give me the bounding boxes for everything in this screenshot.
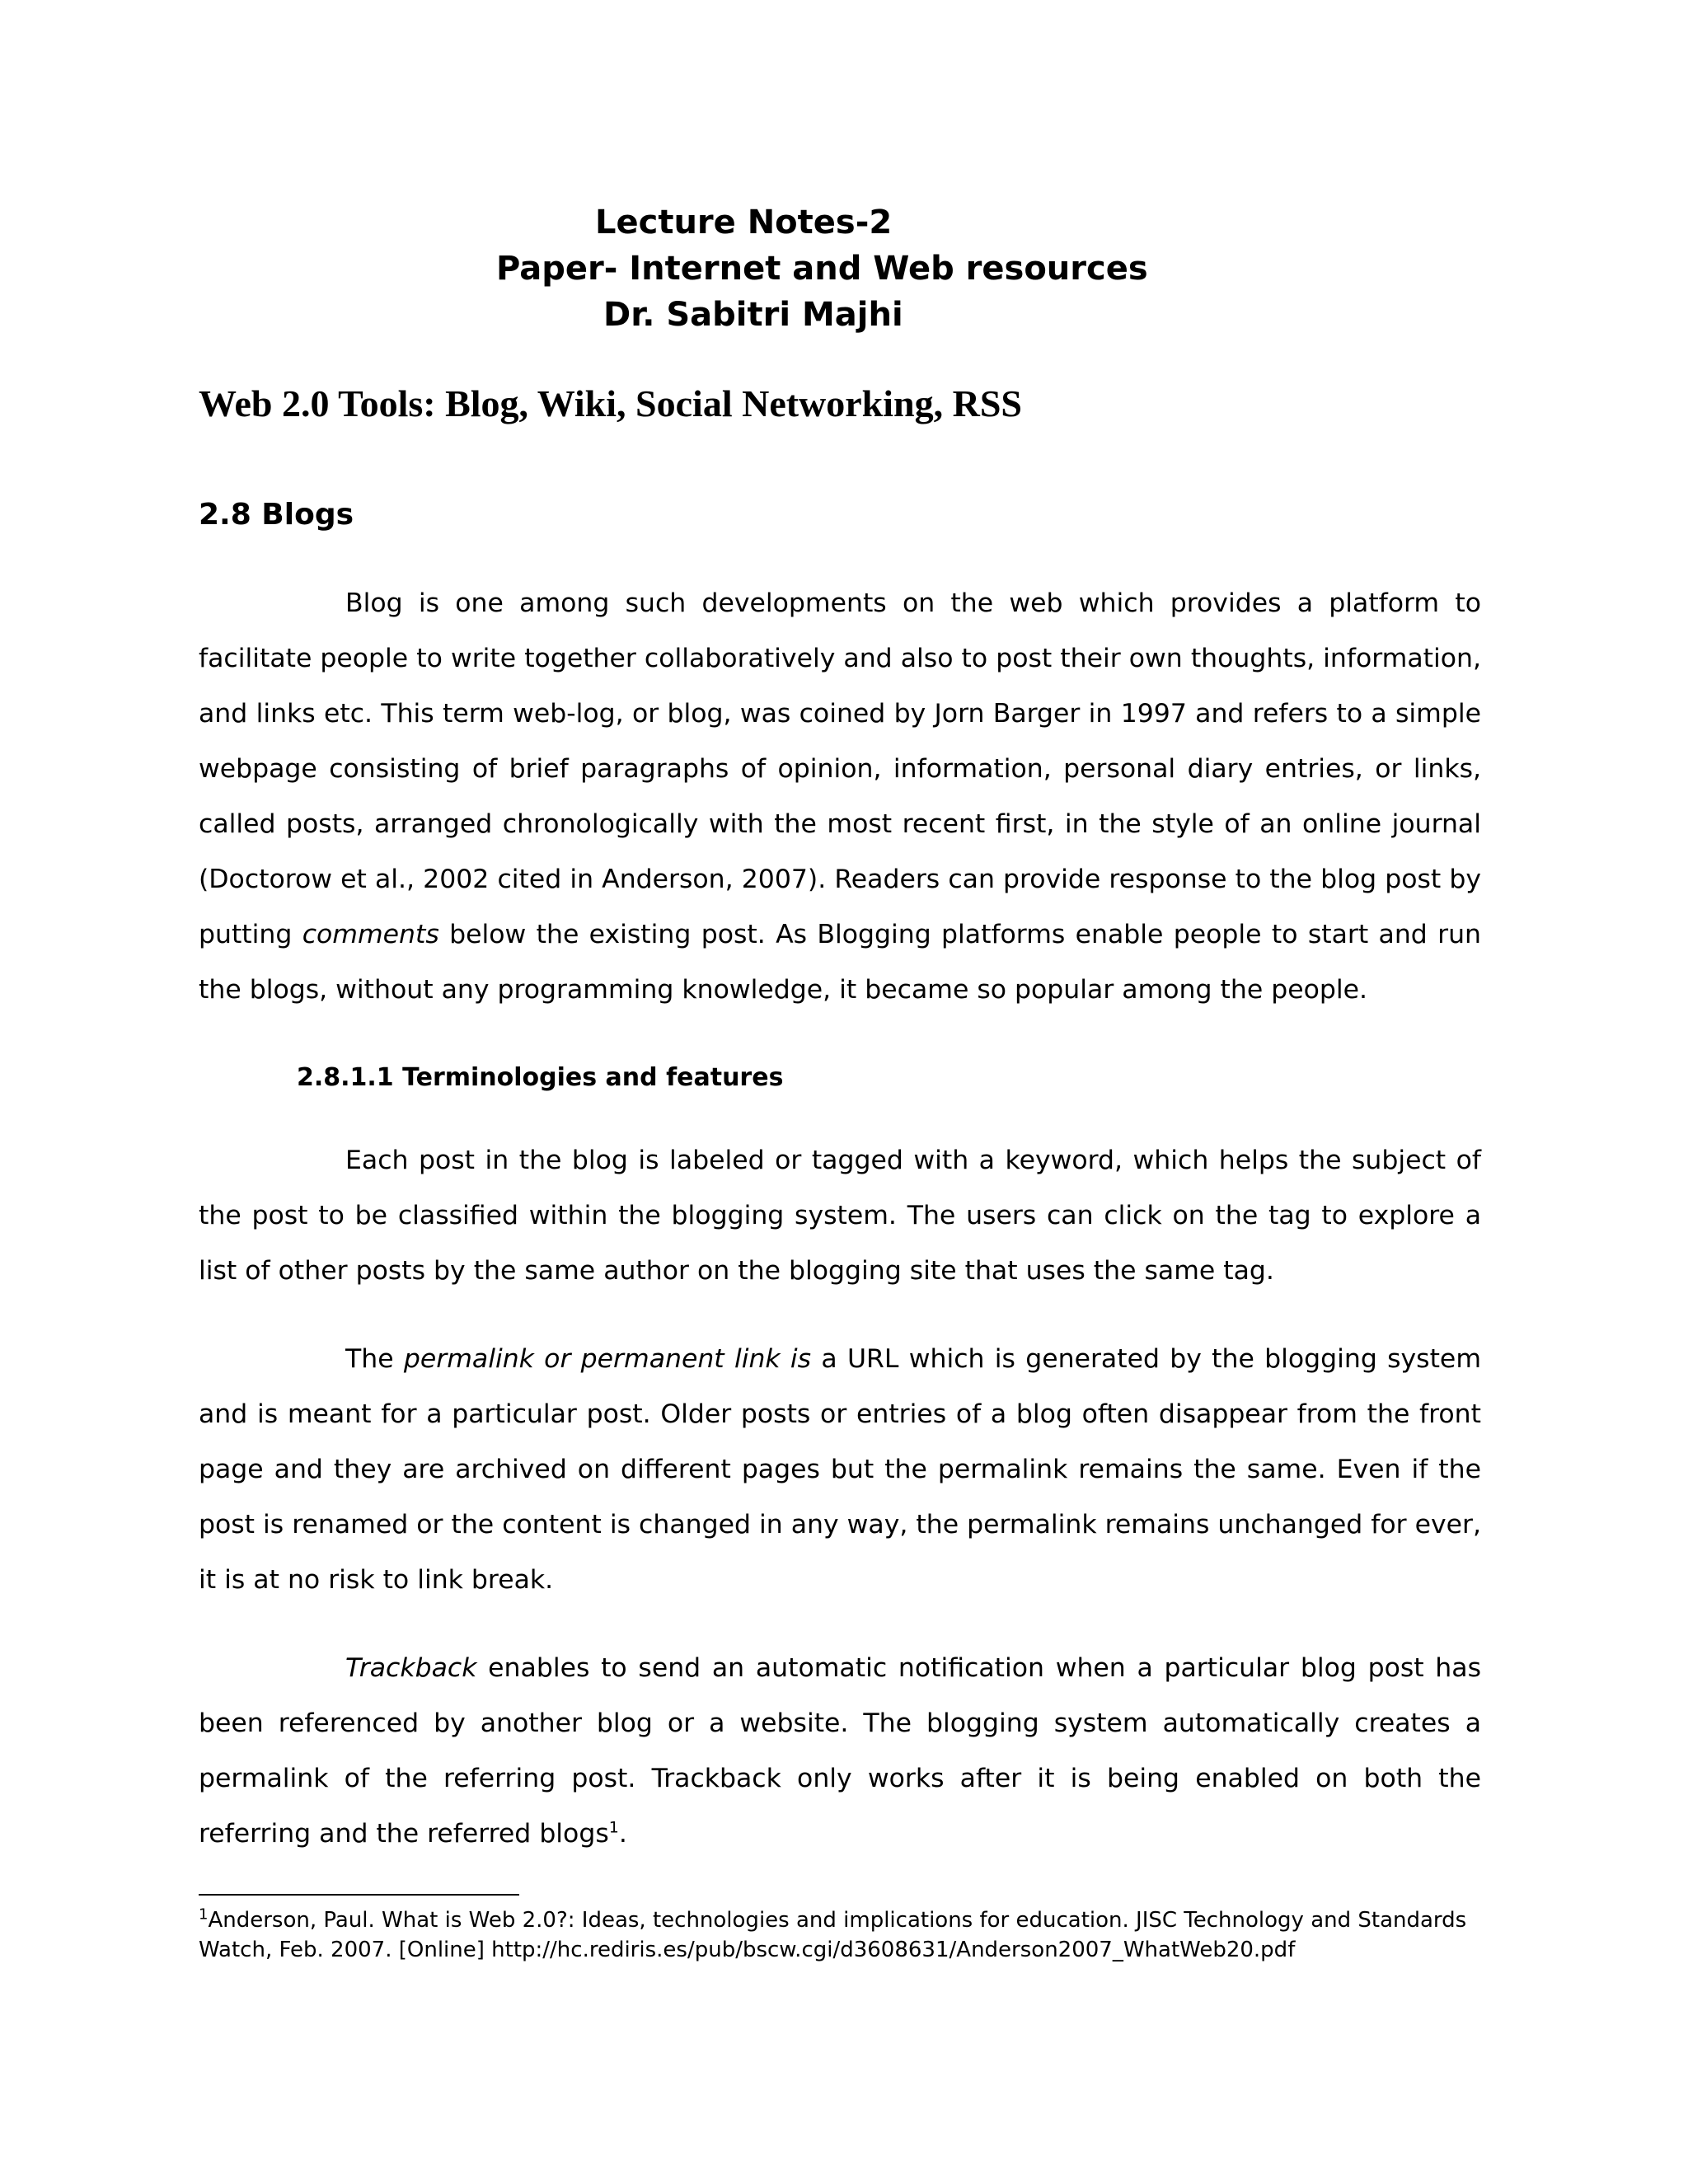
blogs-intro-paragraph xyxy=(199,576,1481,1018)
footnote-reference[interactable]: 1 xyxy=(608,1818,619,1837)
intro-text-end: below the existing post. As Blogging platforms enable people to start and run the blogs, without any programming knowledge, it became so popular among the people. xyxy=(199,920,1481,1005)
intro-italic-comments: comments xyxy=(302,920,439,949)
section-heading-blogs: 2.8 Blogs xyxy=(199,498,354,532)
permalink-text-end: a URL which is generated by the blogging system and is meant for a particular post. Older posts or entries of a blog often disappear from the front page and they are archived on different pages but the permalink remains the same. Even if the post is renamed or the content is changed in any way, the permalink remains unchanged for ever, it is at no risk to link break. xyxy=(199,1344,1481,1595)
trackback-italic-term: Trackback xyxy=(345,1653,477,1683)
footnote-text: Anderson, Paul. What is Web 2.0?: Ideas, technologies and implications for education. JISC Technology and Standards Watch, Feb. 2007. [Online] http://hc.rediris.es/pub/bscw.cgi/d3608631/Anderson2007_WhatWeb20.pdf xyxy=(199,1908,1467,1962)
subsection-heading-terminologies: 2.8.1.1 Terminologies and features xyxy=(297,1063,784,1092)
permalink-paragraph xyxy=(199,1332,1481,1608)
footnote-separator xyxy=(199,1894,519,1896)
permalink-italic-term: permalink or permanent link is xyxy=(403,1344,812,1374)
author-name: Dr. Sabitri Majhi xyxy=(603,296,903,334)
lecture-number: Lecture Notes-2 xyxy=(595,204,893,241)
trackback-paragraph xyxy=(199,1641,1481,1862)
trackback-text-end: . xyxy=(618,1819,627,1849)
permalink-text-start: The xyxy=(345,1344,404,1374)
footnote-number: 1 xyxy=(199,1905,209,1924)
page-title: Web 2.0 Tools: Blog, Wiki, Social Networking, RSS xyxy=(199,382,1023,424)
tags-paragraph: Each post in the blog is labeled or tagged with a keyword, which helps the subject of the post to be classified within the blogging system. The users can click on the tag to explore a list of other posts by the same author on the blogging site that uses the same tag. xyxy=(199,1146,1481,1286)
footnote xyxy=(199,1905,1493,1965)
intro-text-start: Blog is one among such developments on the web which provides a platform to facilitate people to write together collaboratively and also to post their own thoughts, information, and links etc. This term web-log, or blog, was coined by Jorn Barger in 1997 and refers to a simple webpage consisting of brief paragraphs of opinion, information, personal diary entries, or links, called posts, arranged chronologically with the most recent first, in the style of an online journal (Doctorow et al., 2002 cited in Anderson, 2007). Readers can provide response to the blog post by putting xyxy=(199,588,1481,949)
paper-title: Paper- Internet and Web resources xyxy=(496,250,1148,288)
trackback-text: enables to send an automatic notification when a particular blog post has been referenced by another blog or a website. The blogging system automatically creates a permalink of the referring post. Trackback only works after it is being enabled on both the referring and the referred blogs xyxy=(199,1653,1481,1849)
